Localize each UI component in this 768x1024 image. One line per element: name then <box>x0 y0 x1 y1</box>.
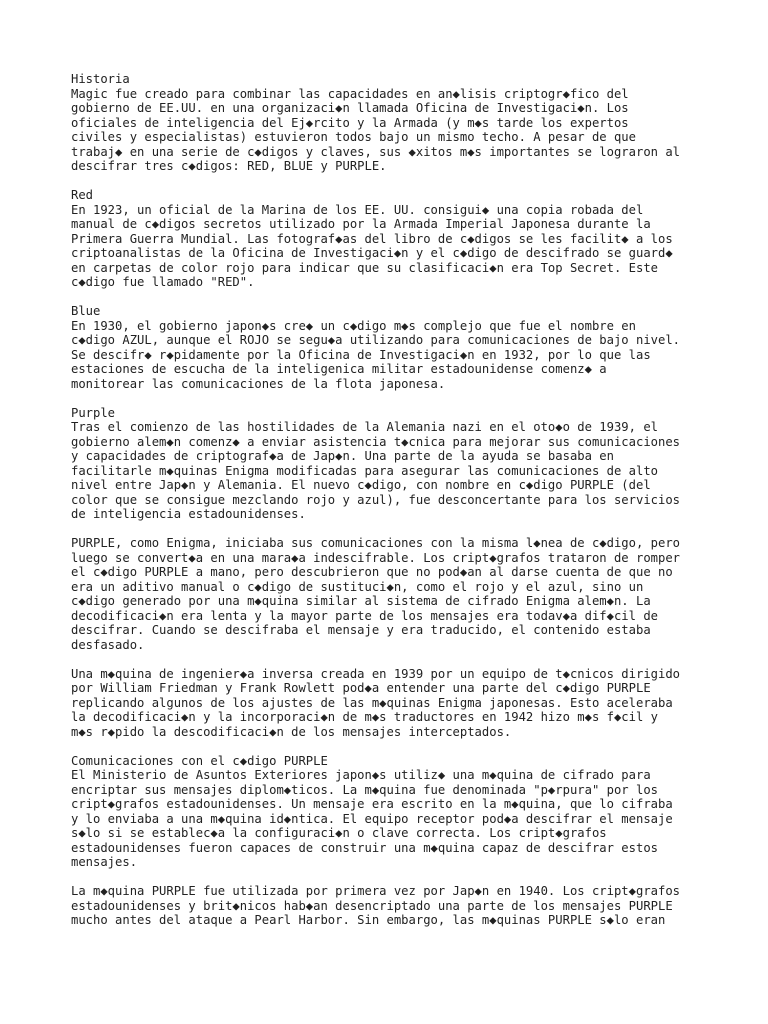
text-line: En 1923, un oficial de la Marina de los EE. UU. consigui◆ una copia robada del <box>71 202 644 217</box>
text-line: luego se convert◆a en una mara◆a indescifrable. Los cript◆grafos trataron de romper <box>71 550 681 565</box>
text-line: y capacidades de criptograf◆a de Jap◆n. Una parte de la ayuda se basaba en <box>71 449 614 463</box>
text-line: replicando algunos de los ajustes de las m◆quinas Enigma japonesas. Esto aceleraba <box>71 695 673 710</box>
paragraph-gap <box>71 174 711 189</box>
text-line: Magic fue creado para combinar las capacidades en an◆lisis criptogr◆fico del <box>71 86 629 101</box>
text-line: Blue <box>71 304 101 318</box>
text-line: Red <box>71 188 94 202</box>
text-line: Una m◆quina de ingenier◆a inversa creada en 1939 por un equipo de t◆cnicos dirigido <box>71 666 681 681</box>
text-line: Purple <box>71 405 116 420</box>
text-line: encriptar sus mensajes diplom◆ticos. La m◆quina fue denominada "p◆rpura" por los <box>71 782 658 797</box>
text-line: facilitarle m◆quinas Enigma modificadas para asegurar las comunicaciones de alto <box>71 463 658 478</box>
text-line: la decodificaci◆n y la incorporaci◆n de m◆s traductores en 1942 hizo m◆s f◆cil y <box>71 710 658 724</box>
text-line: criptoanalistas de la Oficina de Investigaci◆n y el c◆digo de descifrado se guard◆ <box>71 246 673 260</box>
text-line: El Ministerio de Asuntos Exteriores japon◆s utiliz◆ una m◆quina de cifrado para <box>71 768 651 782</box>
text-line: decodificaci◆n era lenta y la mayor parte de los mensajes era todav◆a dif◆cil de <box>71 608 658 623</box>
text-line: oficiales de inteligencia del Ej◆rcito y la Armada (y m◆s tarde los expertos <box>71 115 629 130</box>
paragraph-gap <box>71 739 711 754</box>
text-line: gobierno alem◆n comenz◆ a enviar asistencia t◆cnica para mejorar sus comunicaciones <box>71 434 681 449</box>
text-line: estadounidenses y brit◆nicos hab◆an desencriptado una parte de los mensajes PURPLE <box>71 898 673 913</box>
paragraph-gap <box>71 652 711 667</box>
text-line: En 1930, el gobierno japon◆s cre◆ un c◆digo m◆s complejo que fue el nombre en <box>71 318 636 333</box>
paragraph <box>71 754 711 870</box>
text-line: desfasado. <box>71 637 145 652</box>
text-line: c◆digo fue llamado "RED". <box>71 275 255 289</box>
paragraph <box>71 536 711 652</box>
text-line: m◆s r◆pido la descodificaci◆n de los mensajes interceptados. <box>71 724 512 739</box>
text-line: Se descifr◆ r◆pidamente por la Oficina de Investigaci◆n en 1932, por lo que las <box>71 347 651 362</box>
text-line: estadounidenses fueron capaces de construir una m◆quina capaz de descifrar estos <box>71 840 658 855</box>
text-line: c◆digo AZUL, aunque el ROJO se segu◆a utilizando para comunicaciones de bajo nivel. <box>71 333 681 347</box>
text-line: mucho antes del ataque a Pearl Harbor. Sin embargo, las m◆quinas PURPLE s◆lo eran <box>71 913 666 927</box>
text-line: mensajes. <box>71 855 138 869</box>
text-line: Primera Guerra Mundial. Las fotograf◆as del libro de c◆digos se les facilit◆ a los <box>71 231 673 246</box>
text-line: descifrar tres c◆digos: RED, BLUE y PURPLE. <box>71 159 387 173</box>
text-line: Comunicaciones con el c◆digo PURPLE <box>71 753 328 768</box>
paragraph <box>71 884 711 928</box>
text-line: el c◆digo PURPLE a mano, pero descubrieron que no pod◆an al darse cuenta de que no <box>71 565 673 579</box>
text-line: y lo enviaba a una m◆quina id◆ntica. El equipo receptor pod◆a descifrar el mensaje <box>71 811 673 826</box>
text-line: trabaj◆ en una serie de c◆digos y claves, sus ◆xitos m◆s importantes se lograron al <box>71 144 681 159</box>
paragraph <box>71 304 711 391</box>
text-line: por William Friedman y Frank Rowlett pod◆a entender una parte del c◆digo PURPLE <box>71 681 651 695</box>
paragraph-gap <box>71 391 711 406</box>
text-line: era un aditivo manual o c◆digo de sustituci◆n, como el rojo y el azul, sino un <box>71 579 644 594</box>
text-line: en carpetas de color rojo para indicar que su clasificaci◆n era Top Secret. Este <box>71 260 658 275</box>
text-line: estaciones de escucha de la inteligenica militar estadounidense comenz◆ a <box>71 362 607 376</box>
text-line: civiles y especialistas) estuvieron todos bajo un mismo techo. A pesar de que <box>71 130 636 144</box>
paragraph <box>71 667 711 740</box>
text-line: de inteligencia estadounidenses. <box>71 507 306 521</box>
paragraph-gap <box>71 290 711 305</box>
text-line: manual de c◆digos secretos utilizado por la Armada Imperial Japonesa durante la <box>71 217 651 231</box>
text-line: monitorear las comunicaciones de la flota japonesa. <box>71 376 446 391</box>
text-line: Tras el comienzo de las hostilidades de la Alemania nazi en el oto◆o de 1939, el <box>71 420 658 434</box>
text-line: cript◆grafos estadounidenses. Un mensaje era escrito en la m◆quina, que lo cifraba <box>71 797 673 811</box>
text-line: Historia <box>71 72 130 86</box>
document-page <box>71 72 711 928</box>
text-line: PURPLE, como Enigma, iniciaba sus comunicaciones con la misma l◆nea de c◆digo, pero <box>71 536 681 550</box>
text-line: gobierno de EE.UU. en una organizaci◆n llamada Oficina de Investigaci◆n. Los <box>71 101 629 115</box>
text-line: s◆lo si se establec◆a la configuraci◆n o clave correcta. Los cript◆grafos <box>71 826 607 840</box>
text-line: c◆digo generado por una m◆quina similar al sistema de cifrado Enigma alem◆n. La <box>71 594 651 608</box>
paragraph <box>71 72 711 174</box>
text-line: La m◆quina PURPLE fue utilizada por primera vez por Jap◆n en 1940. Los cript◆grafos <box>71 884 681 898</box>
text-line: descifrar. Cuando se descifraba el mensaje y era traducido, el contenido estaba <box>71 623 651 637</box>
paragraph <box>71 188 711 290</box>
paragraph-gap <box>71 522 711 537</box>
text-line: nivel entre Jap◆n y Alemania. El nuevo c◆digo, con nombre en c◆digo PURPLE (del <box>71 478 651 492</box>
text-line: color que se consigue mezclando rojo y azul), fue desconcertante para los servicios <box>71 492 681 507</box>
paragraph <box>71 406 711 522</box>
paragraph-gap <box>71 870 711 885</box>
